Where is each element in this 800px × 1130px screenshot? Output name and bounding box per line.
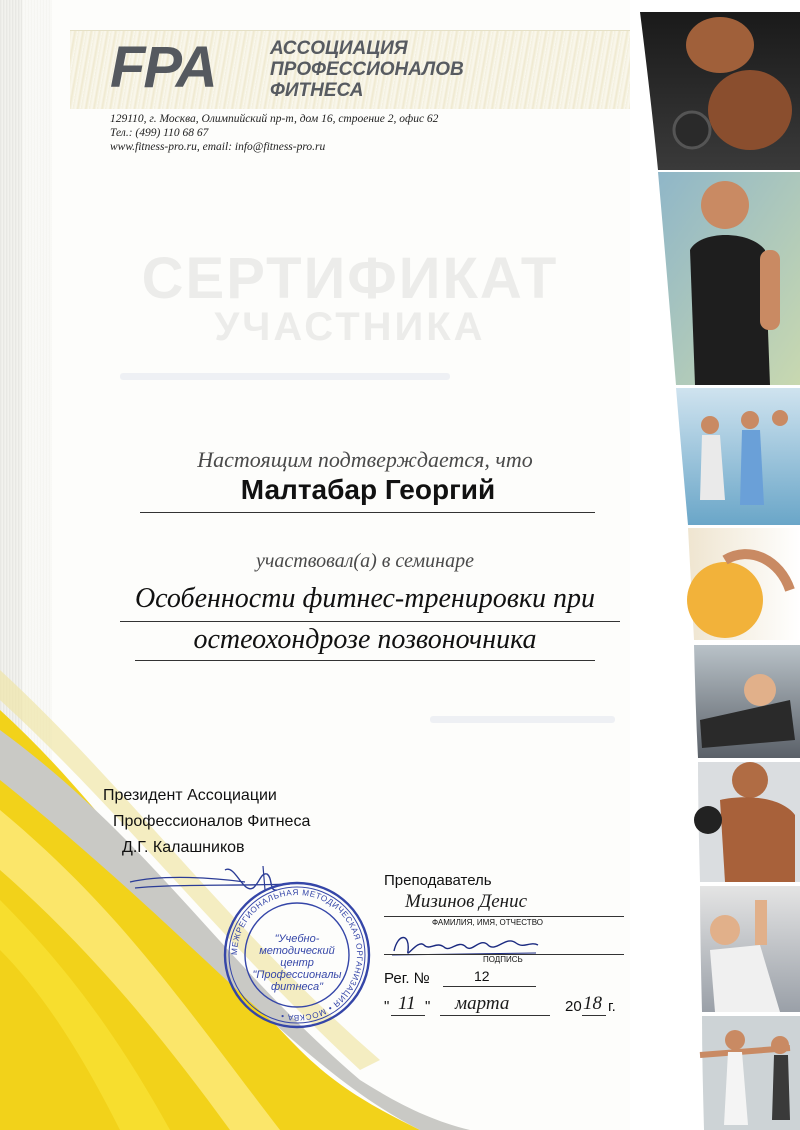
faint-watermark-line — [120, 373, 450, 380]
instructor-name: Мизинов Денис — [405, 891, 528, 912]
association-line-1: АССОЦИАЦИЯ — [270, 38, 408, 59]
name-underline — [140, 512, 595, 513]
seminar-underline — [120, 621, 620, 622]
certificate-subtitle: УЧАСТНИКА — [214, 305, 486, 349]
year-unit: г. — [608, 998, 616, 1015]
reg-number: 12 — [474, 968, 490, 984]
stamp-line: центр — [280, 957, 314, 969]
faint-watermark-line — [430, 716, 615, 723]
signature-caption: ПОДПИСЬ — [483, 955, 523, 964]
name-caption: ФАМИЛИЯ, ИМЯ, ОТЧЕСТВО — [432, 918, 543, 927]
association-line-2: ПРОФЕССИОНАЛОВ — [270, 59, 464, 80]
seminar-title-line-1: Особенности фитнес-тренировки при — [134, 583, 596, 614]
stamp-line: фитнеса" — [270, 981, 324, 993]
web-email-line: www.fitness-pro.ru, email: info@fitness-pro.ru — [110, 141, 326, 153]
president-name: Д.Г. Калашников — [122, 839, 245, 856]
date-year-prefix: 20 — [565, 998, 582, 1015]
contact-address — [110, 112, 438, 154]
stamp-line: "Профессионалы — [252, 969, 342, 981]
fitness-photo-strip — [630, 0, 800, 1130]
certificate-title: СЕРТИФИКАТ — [141, 246, 559, 311]
president-title-line-2: Профессионалов Фитнеса — [113, 813, 311, 830]
phone-line: Тел.: (499) 110 68 67 — [110, 127, 209, 139]
reg-label: Рег. № — [384, 970, 430, 987]
confirmation-text: Настоящим подтверждается, что — [197, 447, 533, 472]
day-underline — [391, 1015, 425, 1016]
seminar-underline — [135, 660, 595, 661]
instructor-label: Преподаватель — [384, 872, 492, 889]
association-name — [270, 38, 464, 101]
fpa-logo: FPA — [110, 35, 216, 100]
photo-collage — [630, 0, 800, 1130]
date-close-quote: " — [425, 998, 431, 1015]
stamp-line: методический — [259, 945, 335, 957]
month-underline — [440, 1015, 550, 1016]
president-title-line-1: Президент Ассоциации — [103, 787, 277, 804]
stamp-center-text — [248, 933, 346, 993]
year-underline — [582, 1015, 606, 1016]
association-line-3: ФИТНЕСА — [270, 80, 364, 101]
instructor-name-underline — [384, 916, 624, 917]
date-year-suffix: 18 — [583, 993, 602, 1014]
instructor-signature — [388, 925, 548, 965]
participant-name: Малтабар Георгий — [240, 474, 496, 505]
date-month: марта — [455, 993, 510, 1014]
svg-text:МЕЖРЕГИОНАЛЬНАЯ МЕТОДИЧЕСКАЯ О: МЕЖРЕГИОНАЛЬНАЯ МЕТОДИЧЕСКАЯ ОРГАНИЗАЦИЯ • МОСКВА • — [229, 887, 365, 1023]
reg-underline — [443, 986, 536, 987]
address-line: 129110, г. Москва, Олимпийский пр-т, дом 16, строение 2, офис 62 — [110, 113, 439, 125]
date-open-quote: " — [384, 998, 390, 1015]
date-day: 11 — [398, 993, 416, 1014]
stamp-line: "Учебно- — [274, 933, 320, 945]
participation-text: участвовал(а) в семинаре — [256, 550, 474, 572]
seminar-title-line-2: остеохондрозе позвоночника — [193, 624, 537, 655]
